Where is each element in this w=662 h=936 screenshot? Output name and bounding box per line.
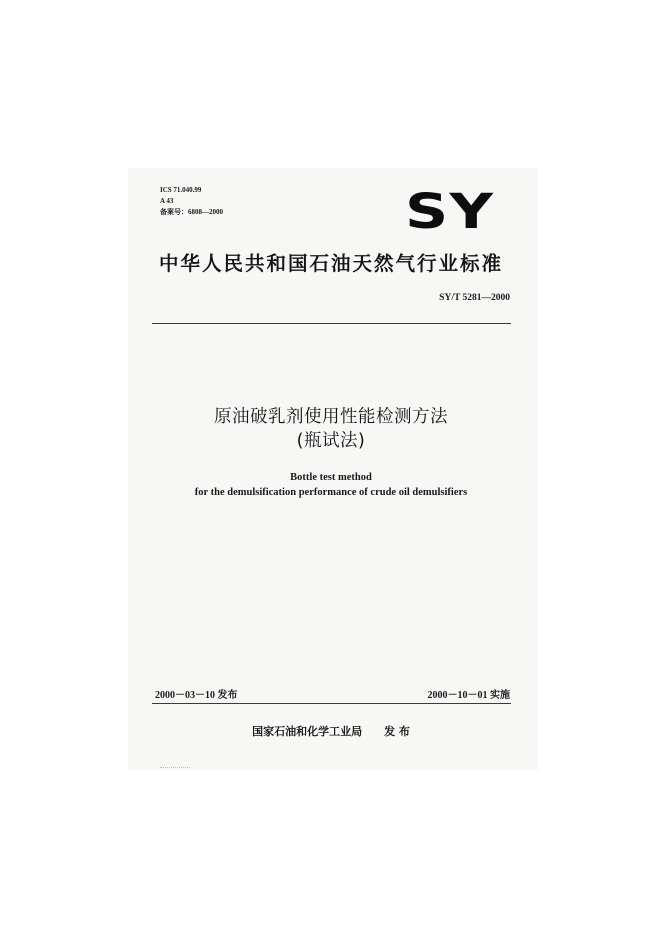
publisher-action: 发 布 (384, 725, 410, 738)
english-title-line-1: Bottle test method (290, 472, 372, 483)
english-title (0, 470, 662, 500)
issue-date: 2000－03－10 发布 (155, 690, 238, 701)
sy-logo: SY (405, 184, 495, 240)
implementation-date: 2000－10－01 实施 (427, 690, 510, 701)
publisher-name: 国家石油和化学工业局 (252, 725, 363, 738)
standard-category-title: 中华人民共和国石油天然气行业标准 (158, 252, 503, 275)
ics-code: ICS 71.040.99 (160, 186, 202, 194)
bottom-divider (152, 703, 511, 704)
publisher-line (0, 724, 662, 740)
ccs-code: A 43 (160, 197, 174, 205)
scan-speck (160, 767, 190, 769)
english-title-line-2: for the demulsification performance of crude oil demulsifiers (194, 487, 468, 498)
chinese-subtitle: (瓶试法) (296, 431, 366, 451)
top-divider (152, 323, 511, 324)
chinese-title: 原油破乳剂使用性能检测方法 (214, 407, 448, 427)
standard-number: SY/T 5281—2000 (439, 293, 510, 303)
record-number: 备案号：6808—2000 (160, 208, 223, 216)
classification-block (160, 185, 223, 218)
